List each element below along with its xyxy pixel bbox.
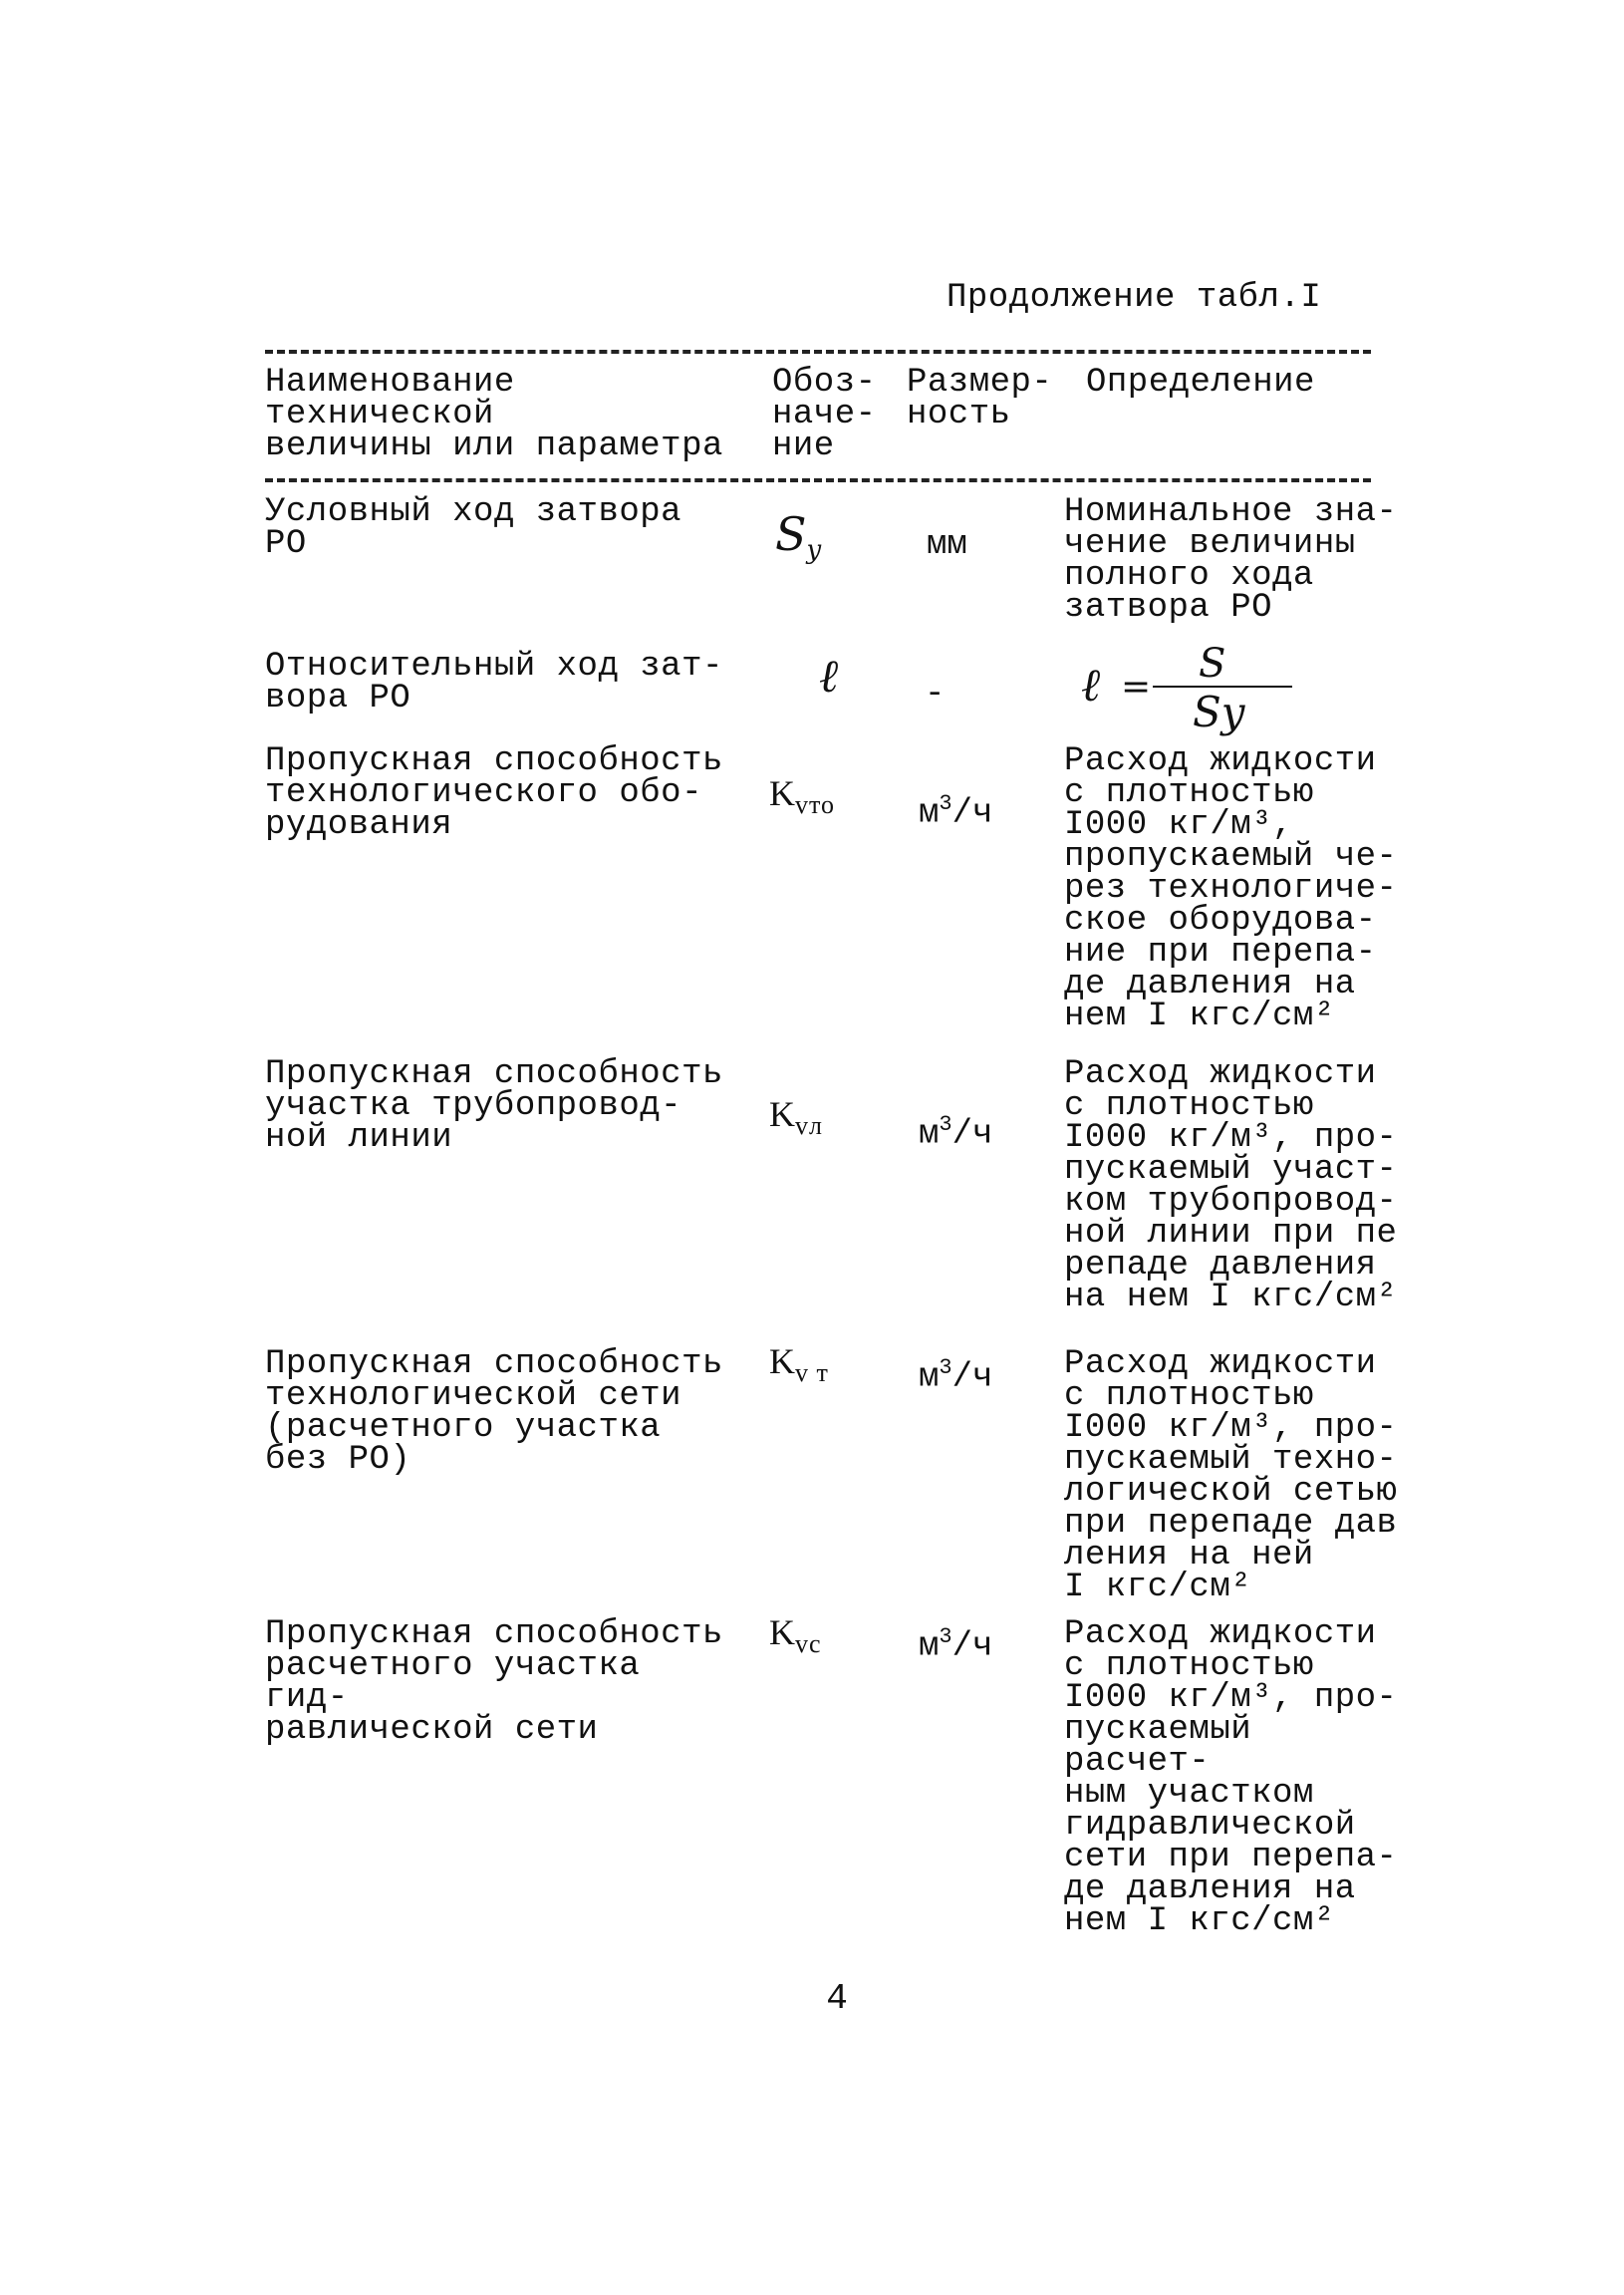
row-3-definition: Расход жидкости с плотностью I000 кг/м³, пропускаемый че- рез технологиче- ское оборудова- ние при перепа- де давления на нем I кгс/см² bbox=[1064, 742, 1398, 1035]
formula-lhs: ℓ bbox=[1081, 658, 1101, 712]
row-1-symbol: $S_y$ bbox=[775, 507, 823, 565]
table-top-divider bbox=[265, 350, 1371, 354]
row-6-symbol: $K_{vс}$ bbox=[769, 1612, 822, 1658]
header-definition: Определение bbox=[1086, 364, 1315, 402]
row-3-symbol: $K_{vто}$ bbox=[769, 773, 836, 819]
row-4-name: Пропускная способность участка трубопровод- ной линии bbox=[265, 1055, 723, 1157]
row-6-definition: Расход жидкости с плотностью I000 кг/м³, про- пускаемый расчет- ным участком гидравлической сети при перепа- де давления на нем I кгс/см² bbox=[1064, 1615, 1398, 1940]
header-name: Наименование технической величины или параметра bbox=[265, 364, 723, 465]
row-4-definition: Расход жидкости с плотностью I000 кг/м³, про- пускаемый участ- ком трубопровод- ной линии при пе репаде давления на нем I кгс/см² bbox=[1064, 1055, 1398, 1316]
row-1-name: Условный ход затвора РО bbox=[265, 493, 682, 563]
row-4-dimension: $м^3/ч$ bbox=[919, 1112, 993, 1154]
row-3-name: Пропускная способность технологического обо- рудования bbox=[265, 742, 723, 844]
formula-numerator: S bbox=[1199, 641, 1226, 687]
row-5-definition: Расход жидкости с плотностью I000 кг/м³, про- пускаемый техно- логической сетью при перепаде дав ления на ней I кгс/см² bbox=[1064, 1345, 1398, 1606]
formula-denominator: Sy bbox=[1193, 688, 1245, 736]
table-header-divider bbox=[265, 478, 1371, 482]
row-6-dimension: $м^3/ч$ bbox=[919, 1624, 993, 1666]
row-2-name: Относительный ход зат- вора РО bbox=[265, 648, 723, 717]
row-3-dimension: $м^3/ч$ bbox=[919, 791, 993, 833]
formula-equals: = bbox=[1121, 667, 1152, 708]
row-6-name: Пропускная способность расчетного участка гид- равлической сети bbox=[265, 1615, 723, 1749]
row-2-dimension: - bbox=[925, 676, 946, 714]
header-symbol: Обоз- наче- ние bbox=[772, 364, 877, 465]
row-5-symbol: $K_{v т}$ bbox=[769, 1341, 829, 1387]
page-number: 4 bbox=[826, 1978, 848, 2019]
row-5-dimension: $м^3/ч$ bbox=[919, 1355, 993, 1397]
relative-stroke-formula bbox=[1081, 641, 1300, 739]
row-4-symbol: $K_{vл}$ bbox=[769, 1094, 823, 1140]
row-2-symbol: ℓ bbox=[819, 649, 839, 703]
row-1-dimension: мм bbox=[927, 526, 967, 564]
row-1-definition: Номинальное зна- чение величины полного хода затвора РО bbox=[1064, 493, 1398, 627]
header-dimension: Размер- ность bbox=[907, 364, 1053, 433]
row-5-name: Пропускная способность технологической сети (расчетного участка без РО) bbox=[265, 1345, 723, 1479]
continuation-title: Продолжение табл.I bbox=[947, 279, 1322, 317]
